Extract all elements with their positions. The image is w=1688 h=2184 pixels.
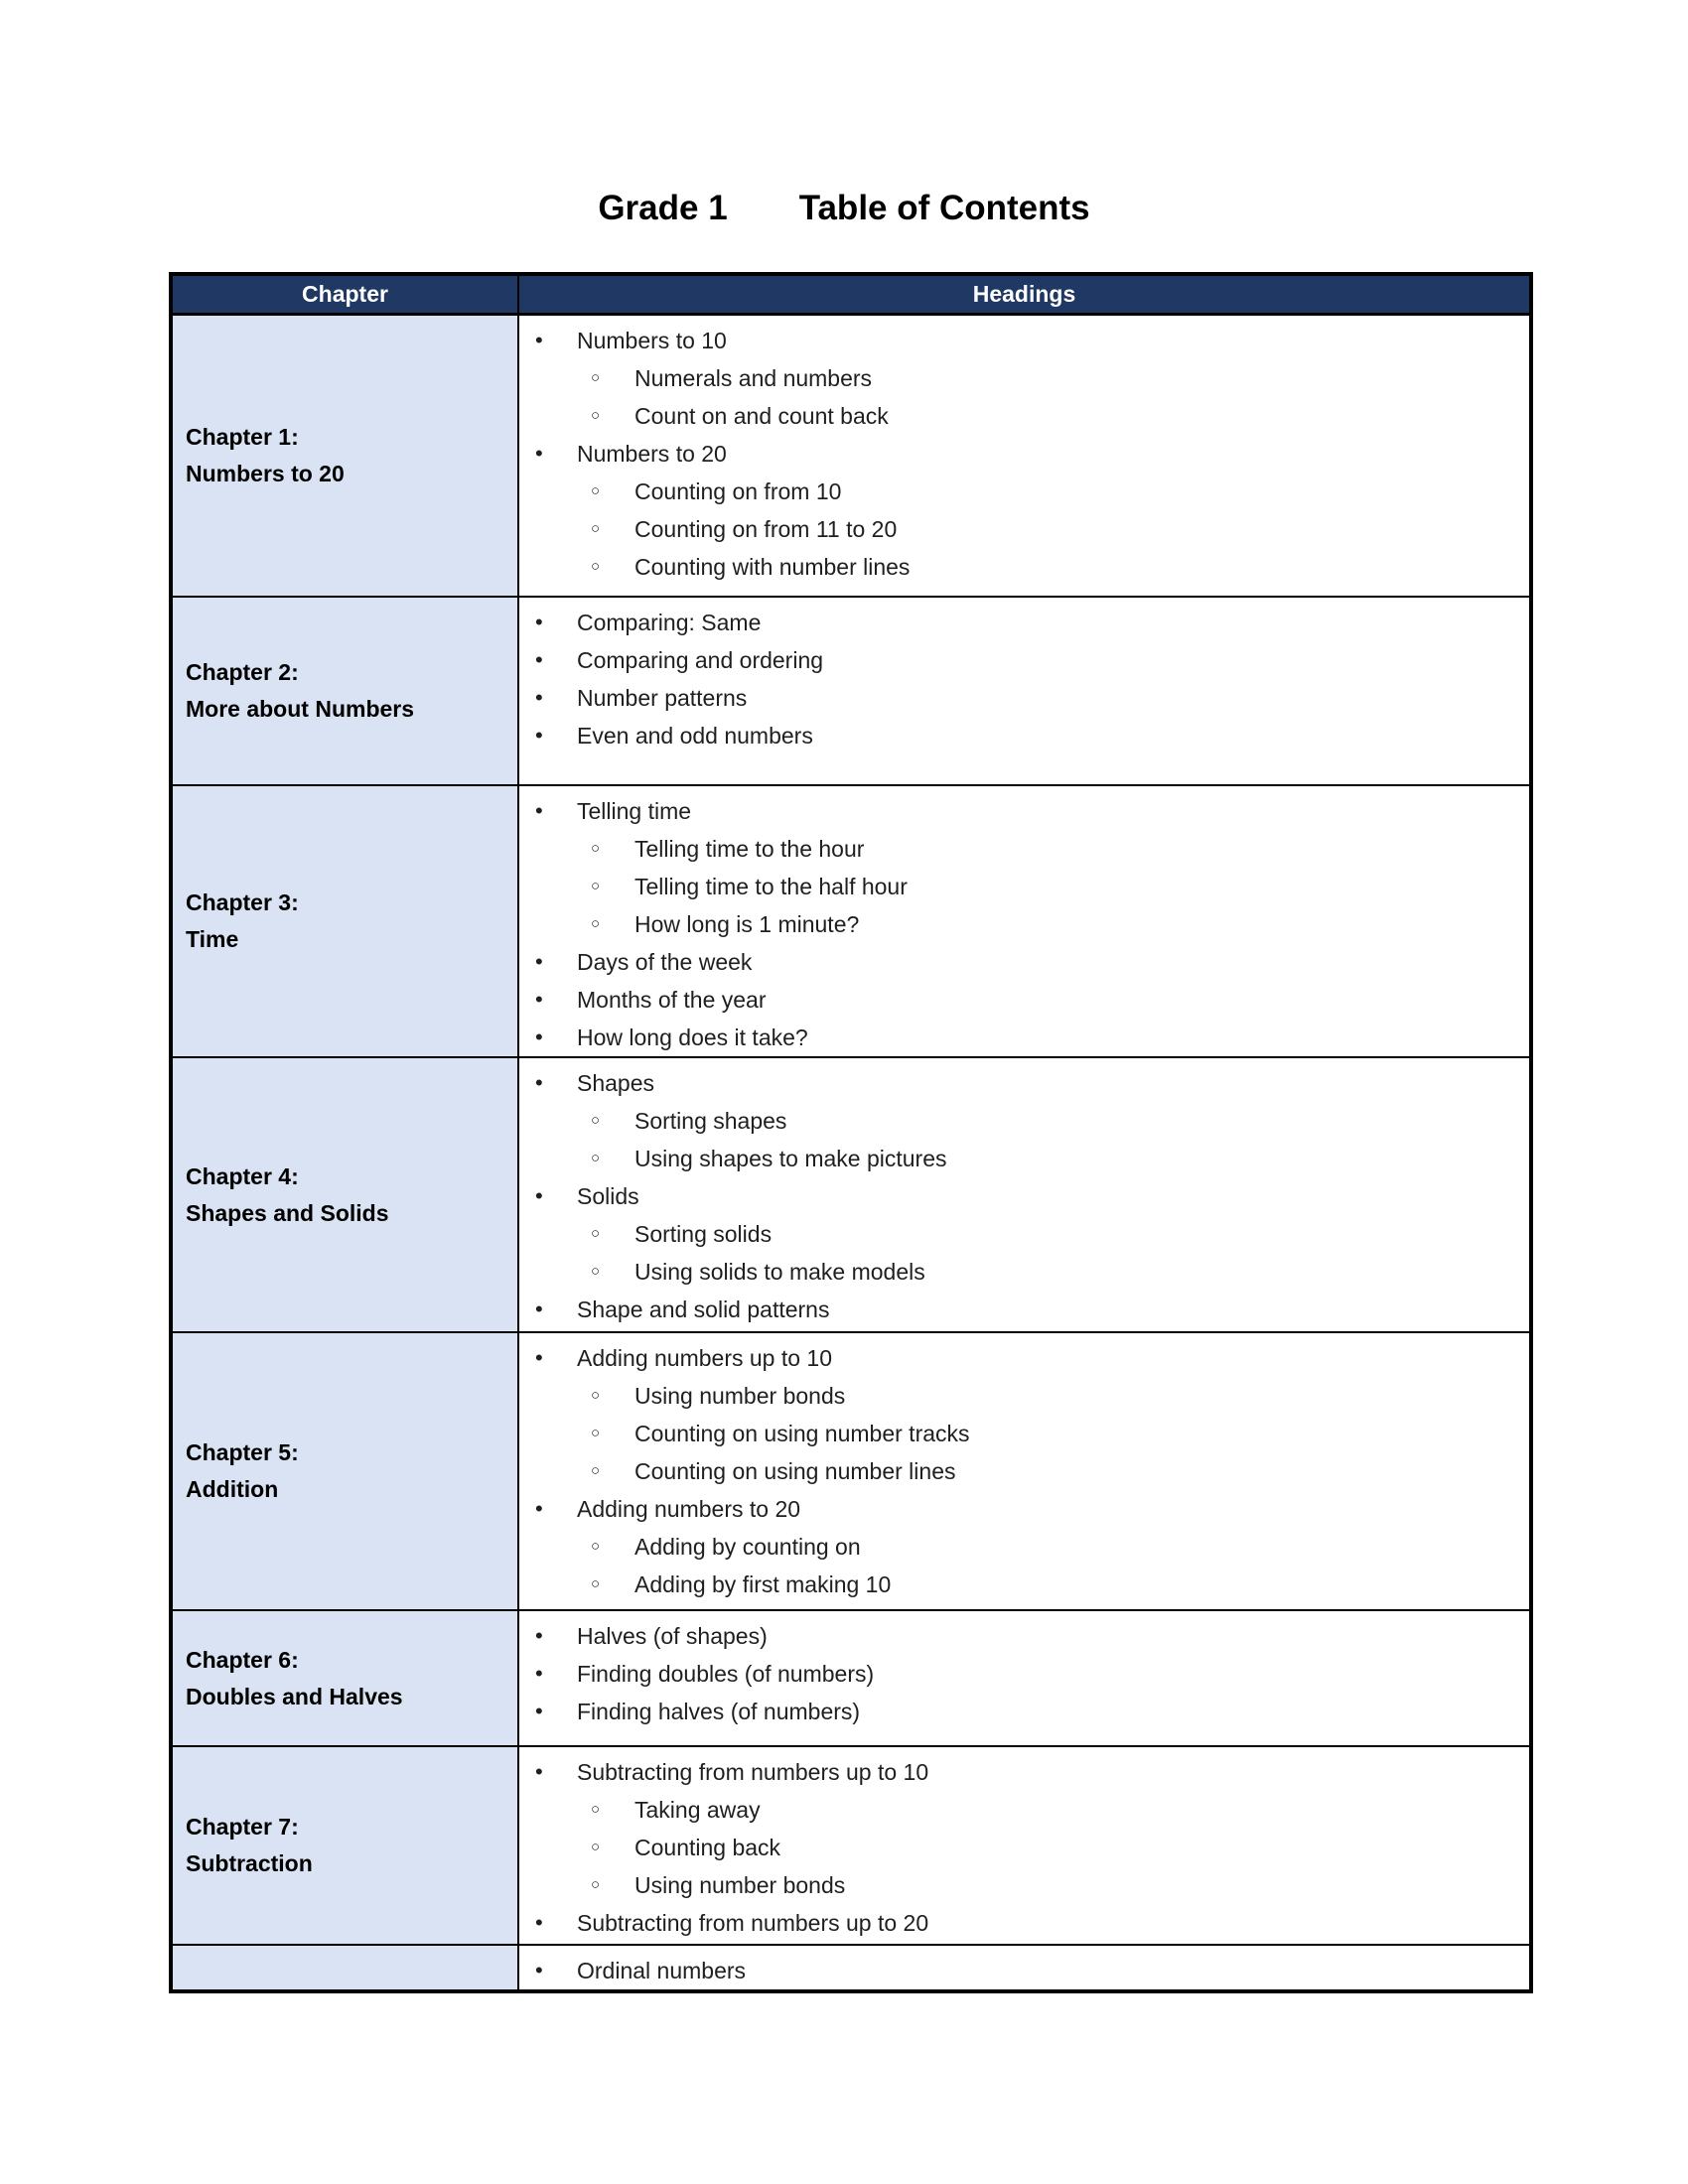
bullet-dot-icon: •: [535, 798, 543, 823]
chapter-title: Numbers to 20: [186, 460, 345, 486]
heading-text: Finding halves (of numbers): [577, 1699, 861, 1724]
chapter-cell: [171, 597, 518, 785]
heading-text: Numerals and numbers: [634, 364, 873, 391]
chapter-cell: [171, 314, 518, 597]
headings-cell: [518, 1057, 1531, 1332]
bullet-circle-icon: ○: [591, 1538, 601, 1555]
heading-text: Numbers to 20: [577, 440, 727, 467]
heading-text: Even and odd numbers: [577, 723, 813, 749]
heading-item: [519, 641, 1523, 679]
bullet-circle-icon: ○: [591, 406, 601, 424]
bullet-dot-icon: •: [535, 1345, 543, 1370]
subheading-item: [519, 548, 1523, 586]
heading-text: Counting on from 11 to 20: [634, 515, 898, 542]
bullet-dot-icon: •: [535, 1910, 543, 1935]
subheading-item: [519, 830, 1523, 868]
heading-text: Using number bonds: [634, 1872, 846, 1898]
heading-text: Using number bonds: [634, 1383, 846, 1409]
heading-text: Counting on using number tracks: [634, 1421, 970, 1446]
bullet-dot-icon: •: [535, 987, 543, 1012]
heading-text: Telling time: [577, 798, 692, 824]
toc-table-body: [171, 314, 1531, 1991]
heading-item: [519, 1291, 1523, 1328]
heading-text: Ordinal numbers: [577, 1958, 747, 1983]
heading-text: Subtracting from numbers up to 20: [577, 1910, 929, 1936]
chapter-cell: [171, 1746, 518, 1945]
heading-text: Sorting shapes: [634, 1108, 787, 1134]
bullet-dot-icon: •: [535, 685, 543, 710]
subheading-item: [519, 397, 1523, 435]
table-row: [171, 1332, 1531, 1610]
bullet-circle-icon: ○: [591, 1263, 601, 1280]
heading-text: Adding numbers up to 10: [577, 1345, 833, 1371]
heading-item: [519, 322, 1523, 359]
chapter-number: Chapter 6:: [186, 1646, 299, 1673]
heading-text: How long does it take?: [577, 1024, 808, 1050]
headings-cell: [518, 314, 1531, 597]
heading-text: Shape and solid patterns: [577, 1297, 830, 1322]
heading-item: [519, 1952, 1523, 1989]
heading-text: Days of the week: [577, 949, 753, 975]
chapter-cell: [171, 785, 518, 1057]
chapter-title: Addition: [186, 1476, 279, 1502]
bullet-circle-icon: ○: [591, 840, 601, 857]
heading-text: Counting on from 10: [634, 478, 842, 504]
chapter-number: Chapter 3:: [186, 889, 299, 915]
heading-text: Shapes: [577, 1070, 655, 1096]
headings-cell: [518, 597, 1531, 785]
subheading-item: [519, 1377, 1523, 1415]
heading-item: [519, 943, 1523, 981]
column-header-headings: Headings: [518, 274, 1531, 314]
bullet-circle-icon: ○: [591, 1801, 601, 1818]
bullet-circle-icon: ○: [591, 915, 601, 932]
heading-item: [519, 1655, 1523, 1693]
bullet-dot-icon: •: [535, 723, 543, 748]
heading-text: Telling time to the hour: [634, 836, 865, 862]
heading-text: Numbers to 10: [577, 327, 727, 353]
table-row: [171, 785, 1531, 1057]
heading-item: [519, 604, 1523, 641]
heading-text: Finding doubles (of numbers): [577, 1661, 875, 1687]
chapter-number: Chapter 1:: [186, 423, 299, 450]
subheading-item: [519, 868, 1523, 905]
heading-text: How long is 1 minute?: [634, 911, 860, 937]
bullet-dot-icon: •: [535, 1183, 543, 1208]
heading-item: [519, 1339, 1523, 1377]
subheading-item: [519, 1215, 1523, 1253]
bullet-circle-icon: ○: [591, 1462, 601, 1479]
heading-text: Adding by counting on: [634, 1534, 861, 1560]
heading-item: [519, 1490, 1523, 1528]
bullet-circle-icon: ○: [591, 878, 601, 894]
subheading-item: [519, 473, 1523, 510]
bullet-dot-icon: •: [535, 1661, 543, 1686]
heading-text: Using shapes to make pictures: [634, 1146, 947, 1171]
chapter-number: Chapter 5:: [186, 1439, 299, 1465]
bullet-circle-icon: ○: [591, 1387, 601, 1404]
bullet-dot-icon: •: [535, 1496, 543, 1521]
table-header-row: [171, 274, 1531, 314]
bullet-dot-icon: •: [535, 1759, 543, 1784]
chapter-title: More about Numbers: [186, 696, 415, 722]
heading-item: [519, 717, 1523, 754]
heading-text: Subtracting from numbers up to 10: [577, 1759, 929, 1785]
heading-text: Using solids to make models: [634, 1259, 925, 1285]
heading-text: Telling time to the half hour: [634, 874, 908, 899]
heading-item: [519, 1904, 1523, 1942]
heading-item: [519, 679, 1523, 717]
subheading-item: [519, 1102, 1523, 1140]
heading-text: Taking away: [634, 1797, 761, 1823]
title-text: Table of Contents: [798, 189, 1090, 227]
headings-cell: [518, 785, 1531, 1057]
bullet-circle-icon: ○: [591, 1876, 601, 1893]
subheading-item: [519, 359, 1523, 397]
bullet-circle-icon: ○: [591, 1575, 601, 1592]
heading-text: Adding by first making 10: [634, 1571, 892, 1597]
heading-item: [519, 1064, 1523, 1102]
chapter-cell: [171, 1945, 518, 1991]
bullet-circle-icon: ○: [591, 481, 601, 499]
title-grade: Grade 1: [598, 189, 728, 227]
heading-item: [519, 435, 1523, 473]
heading-item: [519, 792, 1523, 830]
subheading-item: [519, 1829, 1523, 1866]
bullet-dot-icon: •: [535, 1024, 543, 1049]
subheading-item: [519, 1415, 1523, 1452]
headings-cell: [518, 1945, 1531, 1991]
subheading-item: [519, 1452, 1523, 1490]
heading-item: [519, 1753, 1523, 1791]
table-row: [171, 1057, 1531, 1332]
chapter-title: Time: [186, 926, 239, 952]
bullet-dot-icon: •: [535, 440, 543, 466]
chapter-title: Shapes and Solids: [186, 1199, 389, 1226]
table-row: [171, 314, 1531, 597]
toc-table: [169, 272, 1533, 1993]
chapter-cell: [171, 1057, 518, 1332]
bullet-dot-icon: •: [535, 1297, 543, 1321]
bullet-dot-icon: •: [535, 647, 543, 672]
column-header-chapter: Chapter: [171, 274, 518, 314]
subheading-item: [519, 1566, 1523, 1603]
table-row: [171, 1746, 1531, 1945]
heading-item: [519, 1019, 1523, 1056]
bullet-circle-icon: ○: [591, 368, 601, 386]
bullet-dot-icon: •: [535, 1070, 543, 1095]
bullet-circle-icon: ○: [591, 519, 601, 537]
subheading-item: [519, 1791, 1523, 1829]
heading-text: Sorting solids: [634, 1221, 773, 1247]
table-row: [171, 1945, 1531, 1991]
heading-item: [519, 981, 1523, 1019]
bullet-circle-icon: ○: [591, 557, 601, 575]
heading-item: [519, 1617, 1523, 1655]
subheading-item: [519, 905, 1523, 943]
headings-cell: [518, 1610, 1531, 1746]
heading-item: [519, 1177, 1523, 1215]
heading-text: Solids: [577, 1183, 639, 1209]
heading-text: Adding numbers to 20: [577, 1496, 801, 1522]
bullet-dot-icon: •: [535, 1623, 543, 1648]
chapter-title: Subtraction: [186, 1850, 313, 1876]
heading-text: Comparing: Same: [577, 610, 762, 635]
bullet-circle-icon: ○: [591, 1425, 601, 1441]
bullet-dot-icon: •: [535, 949, 543, 974]
chapter-title: Doubles and Halves: [186, 1683, 403, 1709]
table-row: [171, 1610, 1531, 1746]
subheading-item: [519, 1253, 1523, 1291]
chapter-number: Chapter 2:: [186, 659, 299, 685]
subheading-item: [519, 1140, 1523, 1177]
bullet-dot-icon: •: [535, 1958, 543, 1982]
bullet-circle-icon: ○: [591, 1150, 601, 1166]
chapter-cell: [171, 1332, 518, 1610]
page-title: [0, 189, 1688, 228]
heading-text: Counting on using number lines: [634, 1458, 956, 1484]
bullet-circle-icon: ○: [591, 1225, 601, 1242]
heading-item: [519, 1693, 1523, 1730]
headings-cell: [518, 1332, 1531, 1610]
heading-text: Number patterns: [577, 685, 748, 711]
bullet-dot-icon: •: [535, 1699, 543, 1723]
bullet-dot-icon: •: [535, 327, 543, 352]
subheading-item: [519, 1866, 1523, 1904]
headings-cell: [518, 1746, 1531, 1945]
subheading-item: [519, 510, 1523, 548]
heading-text: Counting with number lines: [634, 553, 911, 580]
heading-text: Halves (of shapes): [577, 1623, 768, 1649]
subheading-item: [519, 1528, 1523, 1566]
heading-text: Months of the year: [577, 987, 767, 1013]
heading-text: Comparing and ordering: [577, 647, 824, 673]
bullet-circle-icon: ○: [591, 1112, 601, 1129]
table-row: [171, 597, 1531, 785]
chapter-number: Chapter 7:: [186, 1814, 299, 1840]
heading-text: Count on and count back: [634, 402, 889, 429]
bullet-circle-icon: ○: [591, 1839, 601, 1855]
chapter-cell: [171, 1610, 518, 1746]
chapter-number: Chapter 4:: [186, 1162, 299, 1189]
bullet-dot-icon: •: [535, 610, 543, 634]
heading-text: Counting back: [634, 1835, 781, 1860]
